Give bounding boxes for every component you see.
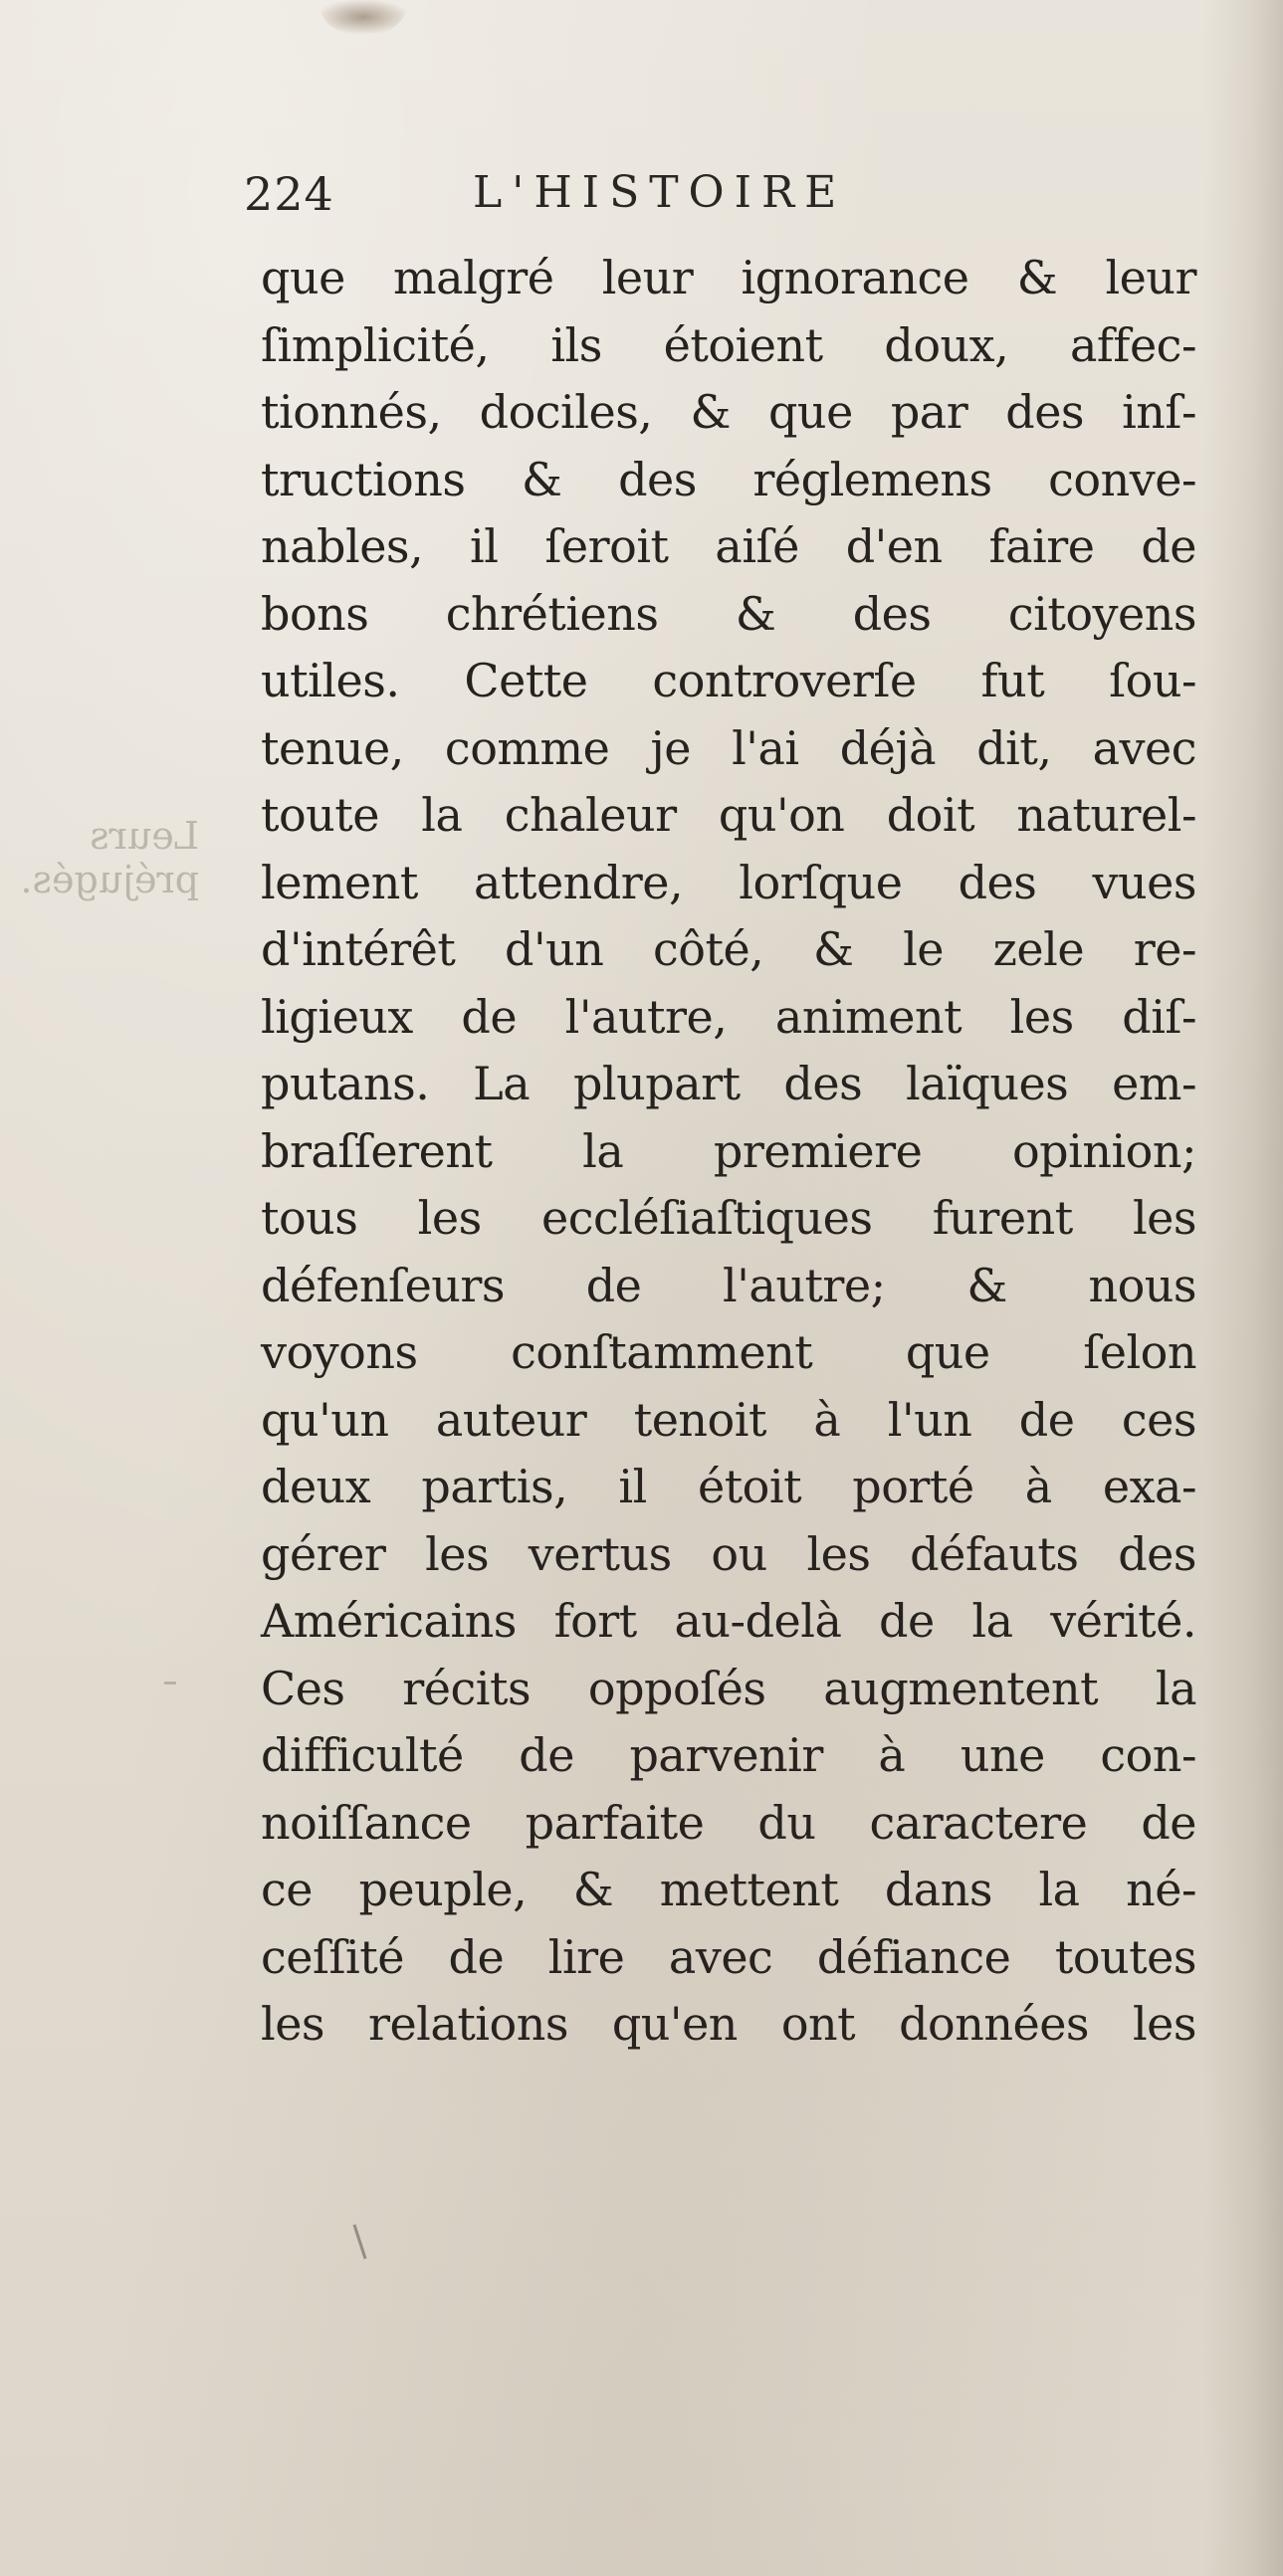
text-line: tionnés, dociles, & que par des inſ- xyxy=(261,385,1196,439)
running-head xyxy=(244,167,1000,227)
text-line: défenſeurs de l'autre; & nous xyxy=(261,1258,1196,1312)
text-line: putans. La plupart des laïques em- xyxy=(261,1057,1196,1110)
text-line: bons chrétiens & des citoyens xyxy=(261,586,1196,641)
text-line: tructions & des réglemens conve- xyxy=(261,452,1196,506)
bleed-through-marginal-note xyxy=(20,814,199,901)
text-line: utiles. Cette controverſe fut ſou- xyxy=(261,654,1196,707)
text-line: lement attendre, lorſque des vues xyxy=(261,855,1196,909)
spine-shadow xyxy=(1203,0,1283,2576)
text-line: voyons conſtamment que ſelon xyxy=(261,1325,1196,1379)
text-line: Ces récits oppoſés augmentent la xyxy=(261,1661,1196,1715)
margin-mark xyxy=(164,1682,176,1684)
text-line: gérer les vertus ou les défauts des xyxy=(261,1526,1196,1581)
text-line: tous les eccléſiaſtiques furent les xyxy=(261,1191,1196,1245)
running-title: L'HISTOIRE xyxy=(473,167,847,218)
text-line: ſimplicité, ils étoient doux, affec- xyxy=(261,317,1196,372)
text-line: que malgré leur ignorance & leur xyxy=(261,251,1196,304)
text-line: qu'un auteur tenoit à l'un de ces xyxy=(261,1392,1196,1447)
text-line: noiſſance parfaite du caractere de xyxy=(261,1795,1196,1850)
marginal-note-line: préjugés. xyxy=(20,858,199,901)
text-line: ceſſité de lire avec défiance toutes xyxy=(261,1929,1196,1984)
page-number: 224 xyxy=(244,167,334,221)
text-line: toute la chaleur qu'on doit naturel- xyxy=(261,788,1196,842)
body-text xyxy=(261,245,1196,2059)
marginal-note-line: Leurs xyxy=(90,814,199,858)
text-line: Américains fort au-delà de la vérité. xyxy=(261,1594,1196,1648)
text-line: les relations qu'en ont données les xyxy=(261,1997,1196,2051)
text-line: ligieux de l'autre, animent les diſ- xyxy=(261,989,1196,1044)
text-line: tenue, comme je l'ai déjà dit, avec xyxy=(261,720,1196,775)
text-line: ce peuple, & mettent dans la né- xyxy=(261,1863,1196,1916)
text-line: braſſerent la premiere opinion; xyxy=(261,1123,1196,1178)
text-line: deux partis, il étoit porté à exa- xyxy=(261,1460,1196,1513)
paper-stain xyxy=(319,0,408,34)
text-line: nables, il ſeroit aiſé d'en faire de xyxy=(261,519,1196,573)
text-line: d'intérêt d'un côté, & le zele re- xyxy=(261,922,1196,976)
pencil-mark xyxy=(353,2224,367,2259)
text-line: difficulté de parvenir à une con- xyxy=(261,1728,1196,1782)
